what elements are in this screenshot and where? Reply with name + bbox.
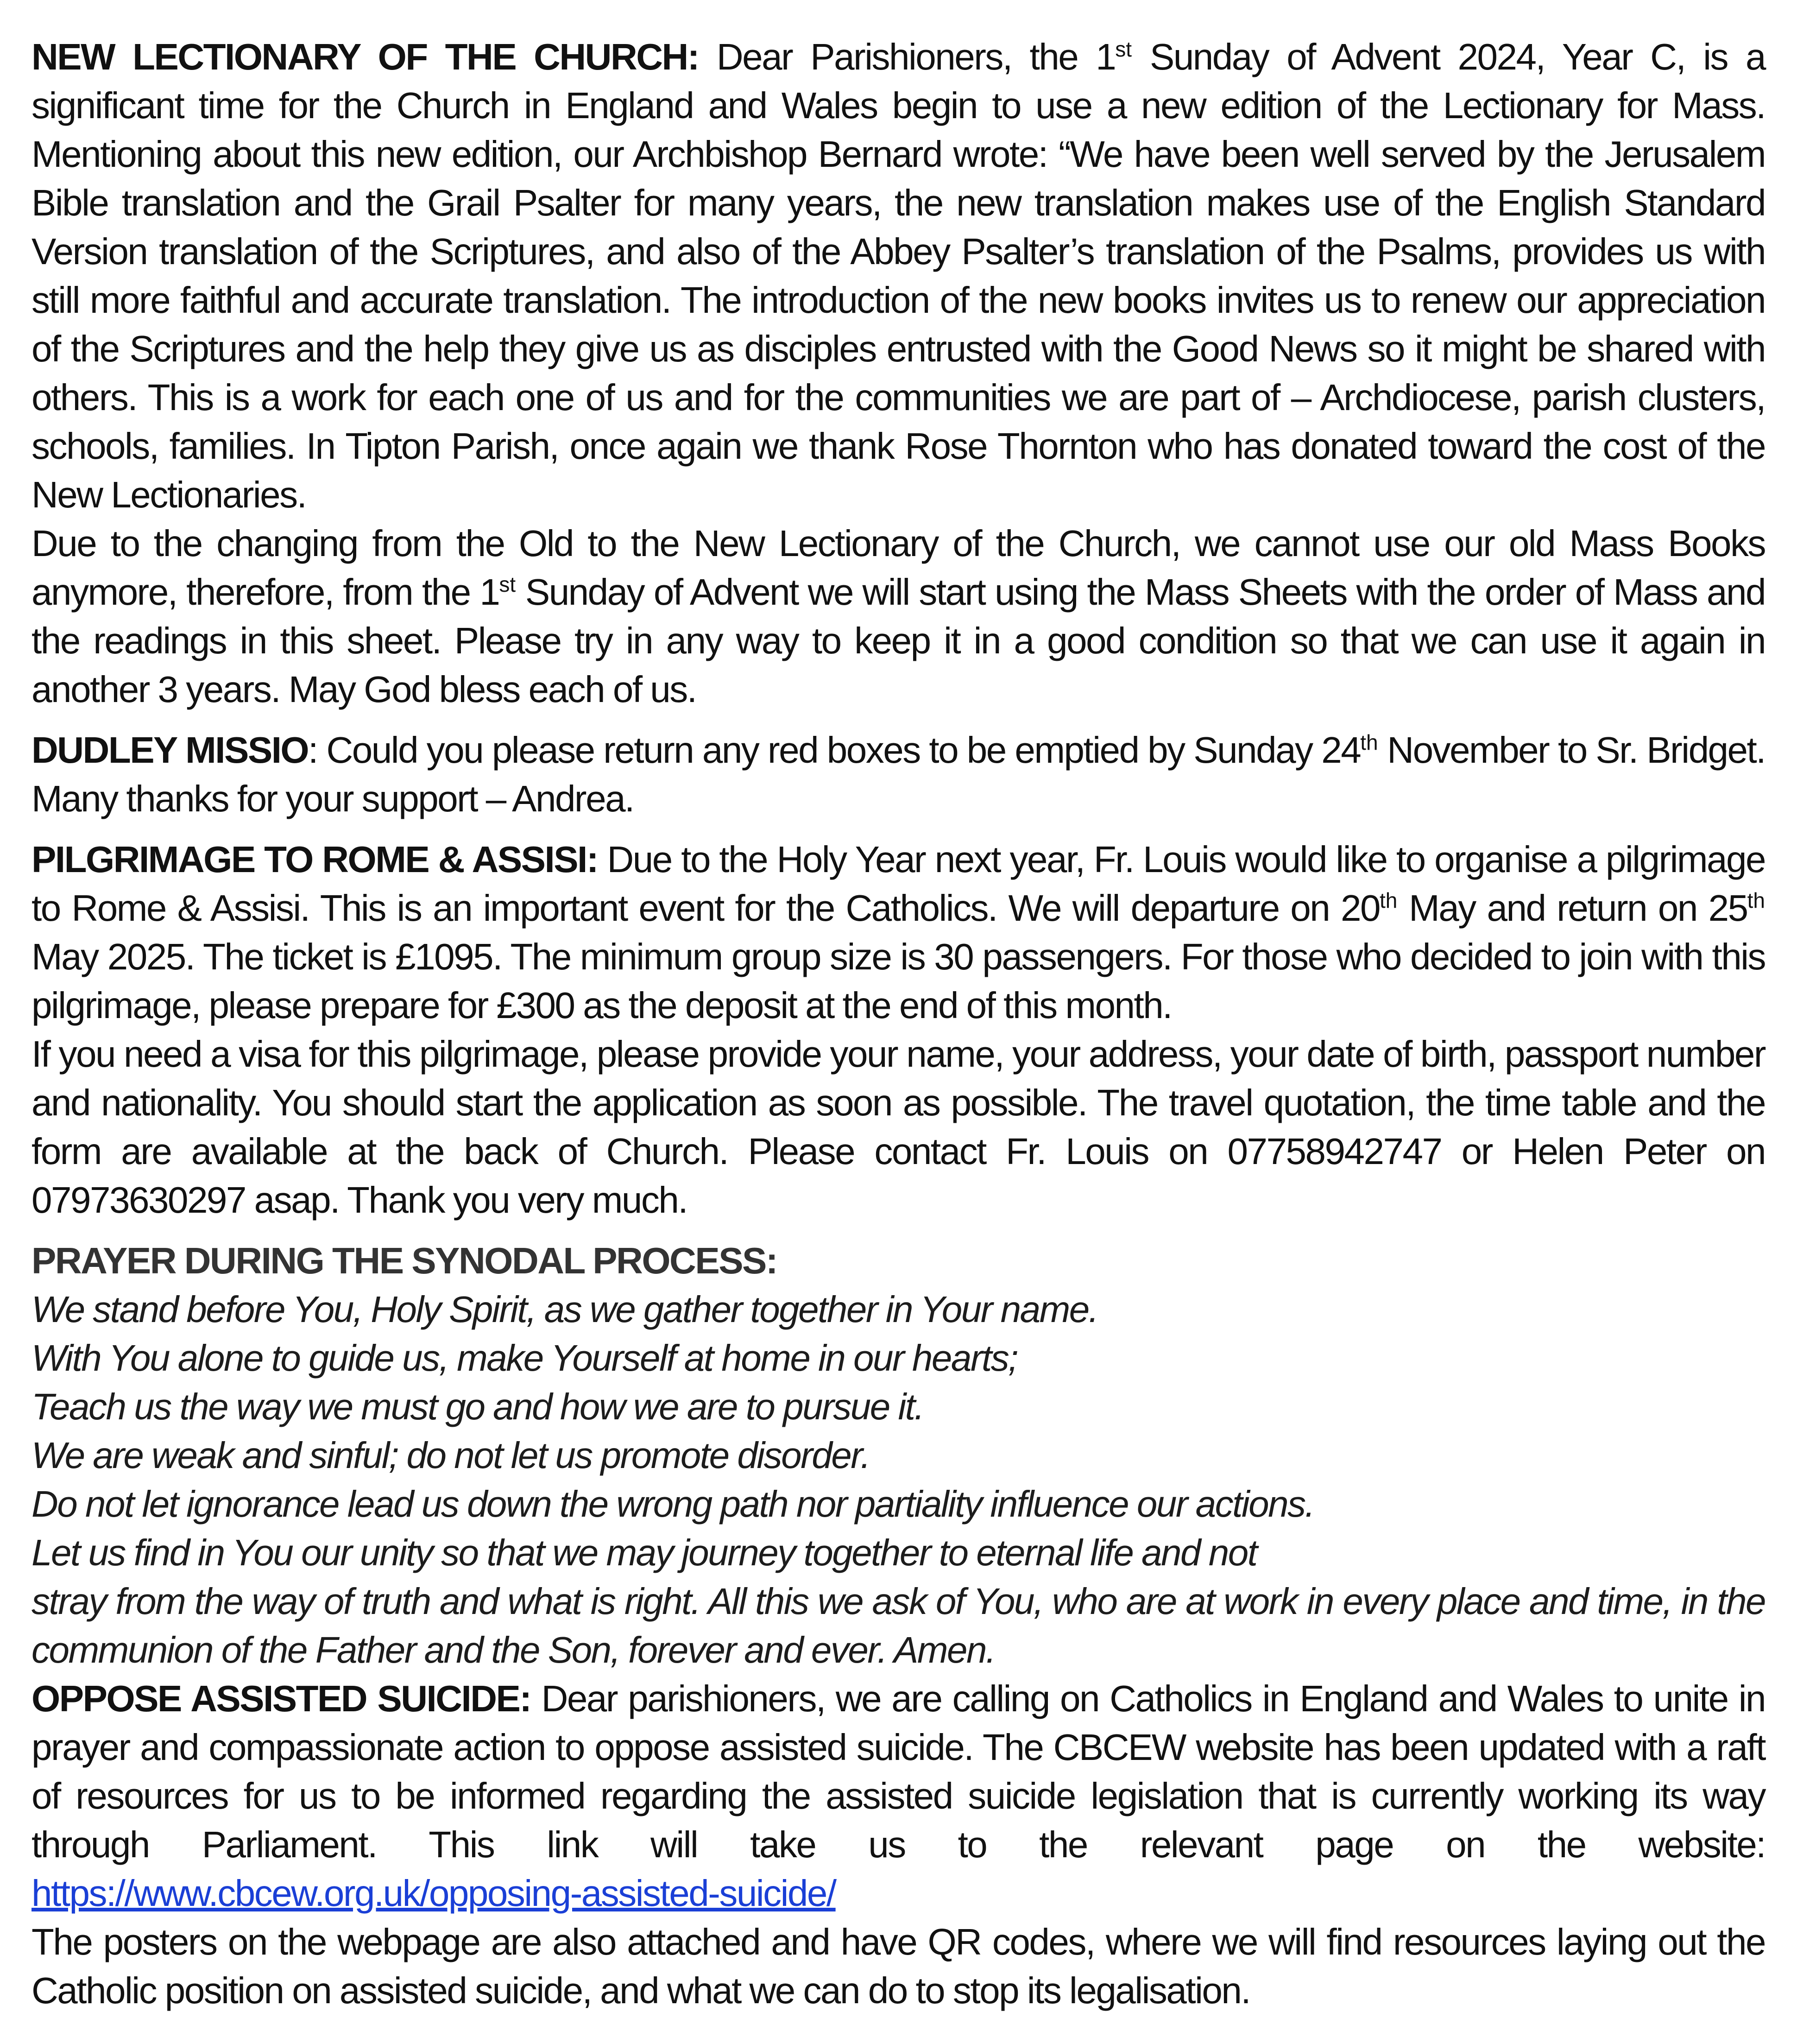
prayer-closing: stray from the way of truth and what is right. All this we ask of You, who are at work in every place and time, in the communion of the Father and the Son, forever and ever. Amen. bbox=[32, 1581, 1765, 1671]
missio-text-b: November to Sr. Bridget. Many thanks for your support – Andrea. bbox=[32, 729, 1765, 819]
prayer-line-3: Teach us the way we must go and how we are to pursue it. bbox=[32, 1386, 924, 1427]
lectionary-heading: NEW LECTIONARY OF THE CHURCH: bbox=[32, 36, 699, 77]
prayer-line-1: We stand before You, Holy Spirit, as we gather together in Your name. bbox=[32, 1289, 1098, 1330]
lectionary-text-2b: Sunday of Advent we will start using the Mass Sheets with the order of Mass and the readings in this sheet. Please try in any way to keep it in a good condition so that we can use it again in another 3 years. May God bless each of us. bbox=[32, 571, 1765, 710]
assisted-suicide-heading: OPPOSE ASSISTED SUICIDE: bbox=[32, 1678, 531, 1719]
pilgrimage-heading: PILGRIMAGE TO ROME & ASSISI: bbox=[32, 839, 598, 880]
pilgrimage-text-1c: May 2025. The ticket is £1095. The minimum group size is 30 passengers. For those who decided to join with this pilgrimage, please prepare for £300 as the deposit at the end of this month. bbox=[32, 936, 1765, 1026]
prayer-line-2: With You alone to guide us, make Yourself at home in our hearts; bbox=[32, 1337, 1017, 1379]
prayer-section bbox=[32, 1236, 1765, 1674]
prayer-heading: PRAYER DURING THE SYNODAL PROCESS: bbox=[32, 1240, 777, 1281]
pilgrimage-ordinal-1: th bbox=[1380, 888, 1398, 912]
assisted-suicide-text: Dear parishioners, we are calling on Catholics in England and Wales to unite in prayer and compassionate action to oppose assisted suicide. The CBCEW website has been updated with a raft of resources for us to be informed regarding the assisted suicide legislation that is currently working its way through Parliament. This link will take us to the relevant page on the website: bbox=[32, 1678, 1765, 1865]
lectionary-paragraph-2 bbox=[32, 519, 1765, 714]
missio-ordinal: th bbox=[1360, 730, 1378, 754]
prayer-line-4: We are weak and sinful; do not let us promote disorder. bbox=[32, 1435, 870, 1476]
assisted-suicide-paragraph-1 bbox=[32, 1674, 1765, 1869]
bulletin-page bbox=[32, 32, 1765, 2027]
pilgrimage-paragraph-2: If you need a visa for this pilgrimage, please provide your name, your address, your date of birth, passport number and nationality. You should start the application as soon as possible. The travel quotation, the time table and the form are available at the back of Church. Please contact Fr. Louis on 07758942747 or Helen Peter on 07973630297 asap. Thank you very much. bbox=[32, 1033, 1765, 1221]
prayer-line-6: Let us find in You our unity so that we may journey together to eternal life and not bbox=[32, 1532, 1257, 1573]
prayer-line-5: Do not let ignorance lead us down the wrong path nor partiality influence our actions. bbox=[32, 1483, 1314, 1525]
pilgrimage-ordinal-2: th bbox=[1747, 888, 1765, 912]
cbcew-link[interactable]: https://www.cbcew.org.uk/opposing-assisted-suicide/ bbox=[32, 1873, 836, 1914]
missio-text-a: : Could you please return any red boxes to be emptied by Sunday 24 bbox=[308, 729, 1361, 771]
missio-section bbox=[32, 726, 1765, 823]
assisted-suicide-paragraph-2: The posters on the webpage are also attached and have QR codes, where we will find resources laying out the Catholic position on assisted suicide, and what we can do to stop its legalisation. bbox=[32, 1921, 1765, 2011]
pilgrimage-section bbox=[32, 835, 1765, 1224]
pilgrimage-text-1b: May and return on 25 bbox=[1397, 887, 1747, 929]
lectionary-text-1b: Sunday of Advent 2024, Year C, is a significant time for the Church in England and Wales begin to use a new edition of the Lectionary for Mass. Mentioning about this new edition, our Archbishop Bernard wrote: “We have been well served by the Jerusalem Bible translation and the Grail Psalter for many years, the new translation makes use of the English Standard Version translation of the Scriptures, and also of the Abbey Psalter’s translation of the Psalms, provides us with still more faithful and accurate translation. The introduction of the new books invites us to renew our appreciation of the Scriptures and the help they give us as disciples entrusted with the Good News so it might be shared with others. This is a work for each one of us and for the communities we are part of – Archdiocese, parish clusters, schools, families. In Tipton Parish, once again we thank Rose Thornton who has donated toward the cost of the New Lectionaries. bbox=[32, 36, 1765, 515]
pilgrimage-text-1a: Due to the Holy Year next year, Fr. Louis would like to organise a pilgrimage to Rome & Assisi. This is an important event for the Catholics. We will departure on 20 bbox=[32, 839, 1765, 929]
lectionary-ordinal-2: st bbox=[499, 572, 516, 596]
assisted-suicide-section bbox=[32, 1674, 1765, 2015]
lectionary-text-1a: Dear Parishioners, the 1 bbox=[698, 36, 1116, 77]
missio-heading: DUDLEY MISSIO bbox=[32, 729, 309, 771]
lectionary-paragraph-1 bbox=[32, 32, 1765, 519]
lectionary-section bbox=[32, 32, 1765, 714]
missio-paragraph bbox=[32, 726, 1765, 823]
lectionary-ordinal-1: st bbox=[1115, 37, 1132, 61]
cbcew-link-line bbox=[32, 1869, 1765, 1917]
lectionary-text-2a: Due to the changing from the Old to the New Lectionary of the Church, we cannot use our old Mass Books anymore, therefore, from the 1 bbox=[32, 523, 1765, 613]
pilgrimage-paragraph-1 bbox=[32, 835, 1765, 1030]
